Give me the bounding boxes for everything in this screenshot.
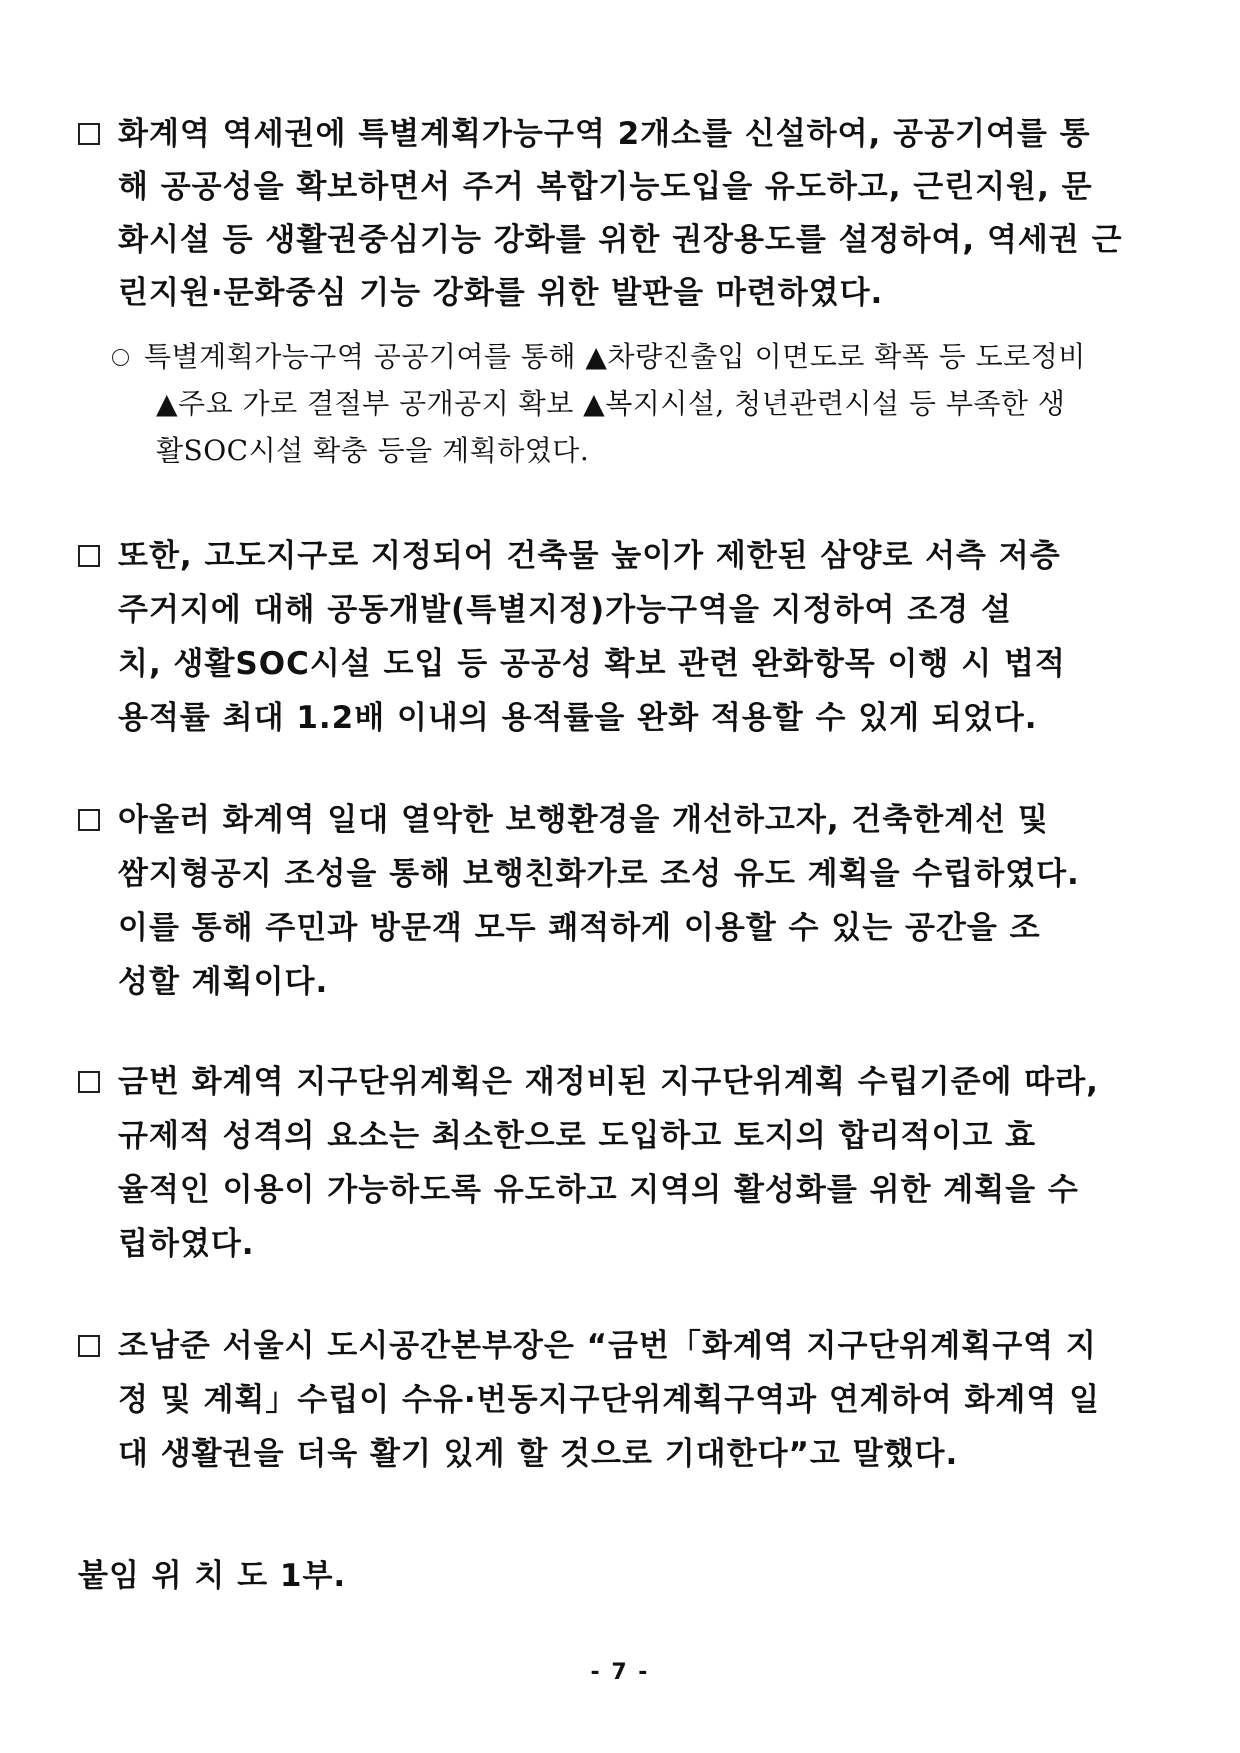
- paragraph-line: 쌈지형공지 조성을 통해 보행친화가로 조성 유도 계획을 수립하였다.: [118, 856, 1080, 892]
- paragraph-line: 용적률 최대 1.2배 이내의 용적률을 완화 적용할 수 있게 되었다.: [118, 700, 1038, 736]
- paragraph-line: 이를 통해 주민과 방문객 모두 쾌적하게 이용할 수 있는 공간을 조: [118, 910, 1041, 946]
- checkbox-bullet-icon: [78, 809, 100, 831]
- paragraph-line: 규제적 성격의 요소는 최소한으로 도입하고 토지의 합리적이고 효: [118, 1118, 1037, 1154]
- checkbox-bullet-icon: [78, 123, 100, 145]
- paragraph-line: 정 및 계획」수립이 수유·번동지구단위계획구역과 연계하여 화계역 일: [118, 1382, 1101, 1418]
- paragraph-line: 조남준 서울시 도시공간본부장은 “금번「화계역 지구단위계획구역 지: [118, 1328, 1097, 1364]
- paragraph-line: 주거지에 대해 공동개발(특별지정)가능구역을 지정하여 조경 설: [118, 592, 1012, 628]
- attachment-note: 붙임 위 치 도 1부.: [78, 1558, 347, 1594]
- paragraph-line: 또한, 고도지구로 지정되어 건축물 높이가 제한된 삼양로 서측 저층: [118, 538, 1061, 574]
- paragraph-line: 화계역 역세권에 특별계획가능구역 2개소를 신설하여, 공공기여를 통: [118, 116, 1091, 152]
- checkbox-bullet-icon: [78, 1335, 100, 1357]
- page-number: - 7 -: [590, 1660, 650, 1685]
- sub-item-line: 활SOC시설 확충 등을 계획하였다.: [156, 434, 590, 467]
- paragraph-line: 금번 화계역 지구단위계획은 재정비된 지구단위계획 수립기준에 따라,: [118, 1064, 1099, 1100]
- paragraph-line: 치, 생활SOC시설 도입 등 공공성 확보 관련 완화항목 이행 시 법적: [118, 646, 1066, 682]
- checkbox-bullet-icon: [78, 545, 100, 567]
- paragraph-line: 아울러 화계역 일대 열악한 보행환경을 개선하고자, 건축한계선 및: [118, 802, 1049, 838]
- paragraph-line: 해 공공성을 확보하면서 주거 복합기능도입을 유도하고, 근린지원, 문: [118, 169, 1093, 205]
- paragraph-line: 대 생활권을 더욱 활기 있게 할 것으로 기대한다”고 말했다.: [118, 1436, 959, 1472]
- sub-item-line: ▲주요 가로 결절부 공개공지 확보 ▲복지시설, 청년관련시설 등 부족한 생: [156, 387, 1066, 420]
- paragraph-line: 율적인 이용이 가능하도록 유도하고 지역의 활성화를 위한 계획을 수: [118, 1172, 1079, 1208]
- sub-item-line: 특별계획가능구역 공공기여를 통해 ▲차량진출입 이면도로 확폭 등 도로정비: [144, 340, 1086, 373]
- paragraph-line: 립하였다.: [118, 1226, 255, 1262]
- circle-bullet-icon: [112, 349, 129, 366]
- paragraph-line: 화시설 등 생활권중심기능 강화를 위한 권장용도를 설정하여, 역세권 근: [118, 222, 1123, 258]
- checkbox-bullet-icon: [78, 1071, 100, 1093]
- paragraph-line: 린지원·문화중심 기능 강화를 위한 발판을 마련하였다.: [118, 275, 884, 311]
- paragraph-line: 성할 계획이다.: [118, 964, 329, 1000]
